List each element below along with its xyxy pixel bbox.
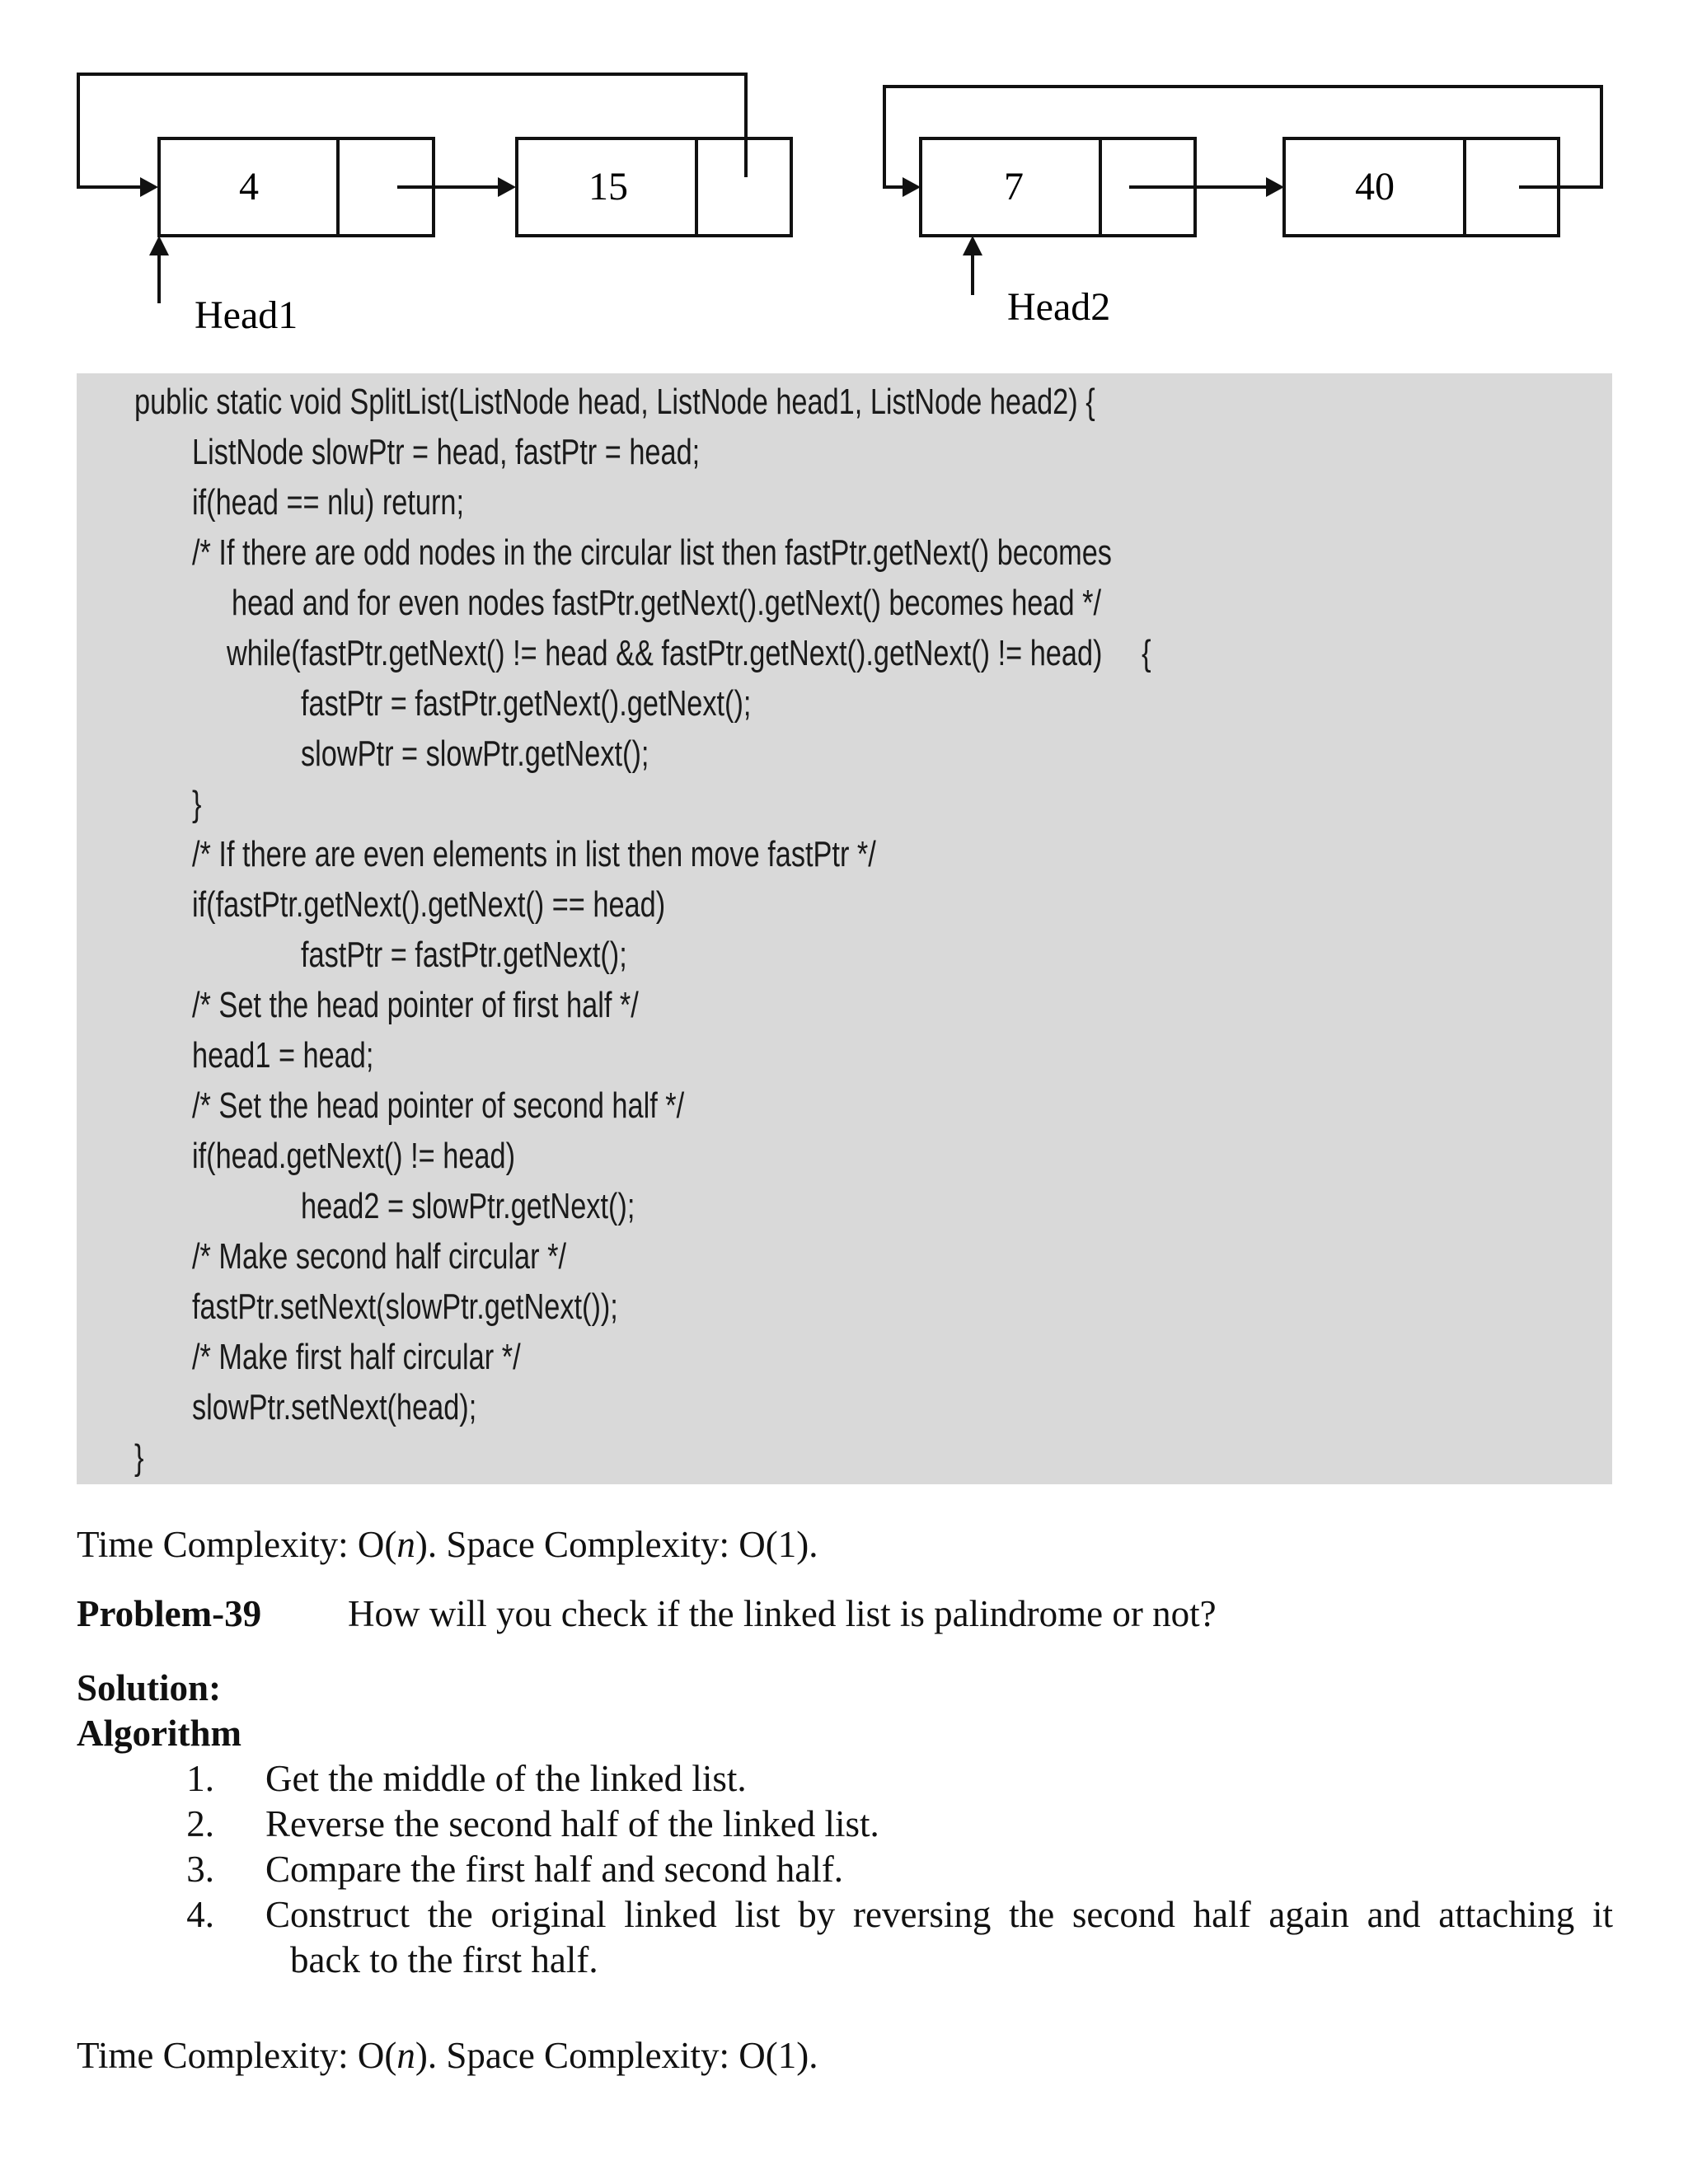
- step-text: Reverse the second half of the linked list.: [265, 1803, 879, 1844]
- complexity-1-suffix: ). Space Complexity: O(1).: [415, 1524, 818, 1565]
- step-number: 2.: [186, 1803, 214, 1844]
- code-line: head and for even nodes fastPtr.getNext().getNext() becomes head */: [232, 583, 1101, 623]
- code-line: slowPtr = slowPtr.getNext();: [301, 733, 649, 774]
- list2-node-1-value: 7: [1004, 165, 1024, 209]
- code-line: while(fastPtr.getNext() != head && fastPtr.getNext().getNext() != head) {: [227, 633, 1151, 673]
- code-line: fastPtr.setNext(slowPtr.getNext());: [192, 1286, 618, 1327]
- complexity-2-variable: n: [396, 2035, 415, 2076]
- step-text-continued: back to the first half.: [290, 1939, 598, 1980]
- complexity-2-prefix: Time Complexity: O(: [77, 2035, 397, 2076]
- code-line: head1 = head;: [192, 1035, 374, 1076]
- list1-circular-link: [78, 74, 746, 187]
- code-line: }: [192, 784, 202, 824]
- code-block: [77, 373, 1612, 1484]
- circular-list-diagram: [0, 0, 1688, 363]
- code-line: if(fastPtr.getNext().getNext() == head): [192, 884, 666, 925]
- problem-label: Problem-39: [77, 1593, 262, 1634]
- code-line: /* If there are even elements in list then move fastPtr */: [192, 834, 876, 874]
- step-text: Get the middle of the linked list.: [265, 1758, 747, 1799]
- list1-node-2: [517, 138, 791, 236]
- list1-node-2-value: 15: [588, 165, 628, 209]
- code-line: fastPtr = fastPtr.getNext();: [301, 935, 627, 975]
- code-line: fastPtr = fastPtr.getNext().getNext();: [301, 683, 752, 724]
- algorithm-heading: Algorithm: [77, 1713, 241, 1754]
- code-line: /* Make first half circular */: [192, 1337, 521, 1377]
- code-line: public static void SplitList(ListNode head, ListNode head1, ListNode head2) {: [134, 382, 1095, 422]
- code-line: slowPtr.setNext(head);: [192, 1387, 477, 1427]
- list1-node-1-value: 4: [239, 165, 259, 209]
- code-line: }: [134, 1437, 144, 1478]
- code-line: /* Make second half circular */: [192, 1236, 566, 1277]
- step-number: 3.: [186, 1849, 214, 1890]
- complexity-line-1: [77, 1523, 818, 1566]
- code-line: /* Set the head pointer of second half */: [192, 1085, 685, 1126]
- complexity-1-prefix: Time Complexity: O(: [77, 1524, 397, 1565]
- list2: [884, 87, 1601, 295]
- step-text: Construct the original linked list by reversing the second half again and attaching it: [265, 1894, 1613, 1935]
- code-line: ListNode slowPtr = head, fastPtr = head;: [192, 432, 701, 472]
- code-line: head2 = slowPtr.getNext();: [301, 1186, 635, 1226]
- complexity-2-suffix: ). Space Complexity: O(1).: [415, 2035, 818, 2076]
- problem-question: How will you check if the linked list is palindrome or not?: [348, 1593, 1217, 1634]
- head1-label: Head1: [195, 293, 298, 337]
- solution-heading: Solution:: [77, 1667, 222, 1708]
- complexity-line-2: [77, 2034, 818, 2077]
- list2-node-2: [1284, 138, 1559, 236]
- code-line: if(head == nlu) return;: [192, 482, 465, 523]
- step-number: 1.: [186, 1758, 214, 1799]
- code-line: /* Set the head pointer of first half */: [192, 985, 639, 1025]
- head2-label: Head2: [1007, 285, 1111, 329]
- step-number: 4.: [186, 1894, 214, 1935]
- complexity-1-variable: n: [396, 1524, 415, 1565]
- step-text: Compare the first half and second half.: [265, 1849, 844, 1890]
- list1-node-1: [159, 138, 434, 236]
- code-line: if(head.getNext() != head): [192, 1136, 516, 1176]
- list2-node-2-value: 40: [1355, 165, 1395, 209]
- code-line: /* If there are odd nodes in the circular list then fastPtr.getNext() becomes: [192, 532, 1112, 573]
- list1: [78, 74, 791, 303]
